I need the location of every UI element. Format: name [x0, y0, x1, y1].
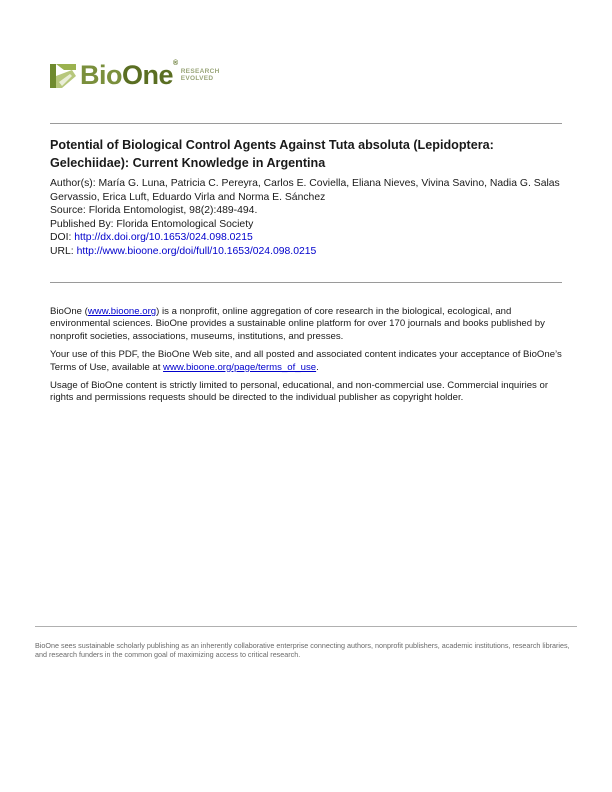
article-title: Potential of Biological Control Agents Against Tuta absoluta (Lepidoptera: Gelechiidae): Current Knowledge in Argentina: [50, 138, 494, 170]
authors-line: [50, 177, 562, 204]
publisher-line: Published By: Florida Entomological Society: [50, 218, 254, 230]
logo-tagline-line2: EVOLVED: [180, 75, 214, 82]
logo-bio-text: Bio: [80, 59, 122, 90]
header-divider: [50, 123, 562, 124]
p1-text-a: BioOne (: [50, 306, 88, 317]
bioone-site-link[interactable]: www.bioone.org: [87, 306, 157, 317]
logo-tagline: [181, 68, 220, 82]
bioone-wordmark: [80, 59, 178, 90]
notice-paragraph-about: [50, 306, 565, 343]
footer-divider: [35, 626, 577, 627]
bioone-logo[interactable]: [50, 57, 250, 93]
authors-label: Author(s):: [50, 178, 99, 189]
url-label: URL:: [50, 245, 77, 257]
url-line: [50, 245, 562, 259]
p2-text-a: Your use of this PDF, the BioOne Web site, and all posted and associated content indicates your acceptance of BioOne’s Terms of Use, available at: [50, 349, 562, 373]
doi-link[interactable]: http://dx.doi.org/10.1653/024.098.0215: [74, 232, 253, 244]
content-divider: [50, 282, 562, 283]
doi-line: [50, 231, 562, 245]
source-line: Source: Florida Entomologist, 98(2):489-494.: [50, 205, 258, 217]
logo-one-text: One: [122, 59, 174, 90]
registered-mark: ®: [173, 59, 178, 67]
article-url-link[interactable]: http://www.bioone.org/doi/full/10.1653/024.098.0215: [76, 245, 317, 257]
doi-label: DOI:: [50, 232, 75, 244]
notice-paragraph-terms: [50, 349, 565, 374]
p1-text-b: ) is a nonprofit, online aggregation of core research in the biological, ecological, and environmental sciences. BioOne provides a sustainable online platform for over 170 journals and books published by nonprofit societies, associations, museums, institutions, and presses.: [50, 306, 545, 342]
terms-of-use-link[interactable]: www.bioone.org/page/terms_of_use: [163, 361, 317, 373]
footer-statement: BioOne sees sustainable scholarly publishing as an inherently collaborative enterprise connecting authors, nonprofit publishers, academic institutions, research libraries, and research funders in the common goal of maximizing access to critical research.: [35, 641, 570, 660]
logo-tagline-line1: RESEARCH: [180, 68, 220, 75]
notice-paragraph-usage: Usage of BioOne content is strictly limited to personal, educational, and non-commercial use. Commercial inquiries or rights and permissions requests should be directed to the individual publisher as copyright holder.: [50, 380, 549, 404]
article-metadata: [50, 177, 562, 259]
authors-list: María G. Luna, Patricia C. Pereyra, Carlos E. Coviella, Eliana Nieves, Vivina Savino, Nadia G. Salas Gervassio, Erica Luft, Eduardo Virla and Norma E. Sánchez: [50, 178, 560, 203]
bioone-notice: [50, 306, 565, 411]
bioone-leaf-icon: [50, 60, 76, 90]
p2-text-b: .: [316, 361, 319, 373]
